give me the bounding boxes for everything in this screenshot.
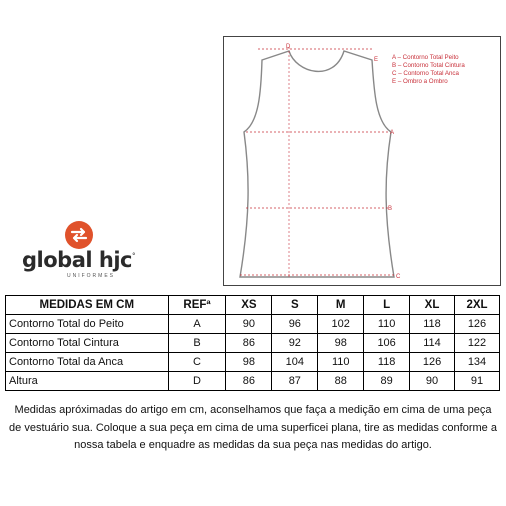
table-cell: 86 — [226, 372, 272, 391]
column-header: XS — [226, 296, 272, 315]
table-cell: 104 — [272, 353, 318, 372]
brand-name: global hjc° — [22, 248, 135, 272]
table-cell: B — [168, 334, 226, 353]
table-cell: 126 — [410, 353, 455, 372]
table-cell: Contorno Total Cintura — [6, 334, 169, 353]
table-cell: 98 — [318, 334, 364, 353]
table-cell: Contorno Total do Peito — [6, 315, 169, 334]
mark-a: A — [390, 130, 395, 136]
table-cell: Contorno Total da Anca — [6, 353, 169, 372]
table-row — [6, 315, 500, 334]
table-cell: 118 — [410, 315, 455, 334]
size-table — [5, 295, 500, 391]
table-cell: 114 — [410, 334, 455, 353]
table-cell: C — [168, 353, 226, 372]
table-cell: D — [168, 372, 226, 391]
column-header: M — [318, 296, 364, 315]
table-cell: 98 — [226, 353, 272, 372]
table-cell: 88 — [318, 372, 364, 391]
column-header: REFª — [168, 296, 226, 315]
table-cell: 118 — [364, 353, 410, 372]
brand-logo — [22, 218, 152, 280]
table-cell: 96 — [272, 315, 318, 334]
table-cell: 89 — [364, 372, 410, 391]
brand-subtitle: UNIFORMES — [67, 273, 115, 279]
table-header-row — [6, 296, 500, 315]
table-row — [6, 334, 500, 353]
table-cell: 122 — [454, 334, 499, 353]
table-cell: 86 — [226, 334, 272, 353]
mark-d: D — [286, 44, 291, 50]
mark-e: E — [374, 57, 379, 63]
column-header: XL — [410, 296, 455, 315]
table-row — [6, 372, 500, 391]
legend-item: C – Contorno Total Anca — [392, 70, 459, 77]
column-header: L — [364, 296, 410, 315]
table-cell: 134 — [454, 353, 499, 372]
column-header: 2XL — [454, 296, 499, 315]
legend-item: E – Ombro a Ombro — [392, 78, 448, 85]
table-cell: A — [168, 315, 226, 334]
table-cell: 87 — [272, 372, 318, 391]
table-cell: 90 — [226, 315, 272, 334]
table-cell: 110 — [364, 315, 410, 334]
legend-item: B – Contorno Total Cintura — [392, 62, 465, 69]
table-cell: 110 — [318, 353, 364, 372]
column-header: S — [272, 296, 318, 315]
table-row — [6, 353, 500, 372]
mark-b: B — [388, 206, 393, 212]
measurement-note: Medidas apróximadas do artigo em cm, aconselhamos que faça a medição em cima de uma peça de vestuário sua. Coloque a sua peça em cima de uma superficei plana, tire as medidas conforme a nossa tabela e enquadre as medidas da sua peça nas medidas do artigo. — [9, 404, 497, 451]
brand-logo-mark-icon — [64, 220, 94, 250]
column-header: MEDIDAS EM CM — [6, 296, 169, 315]
table-cell: 92 — [272, 334, 318, 353]
mark-c: C — [396, 274, 401, 280]
measurement-legend — [392, 54, 502, 86]
table-cell: Altura — [6, 372, 169, 391]
table-cell: 91 — [454, 372, 499, 391]
table-cell: 106 — [364, 334, 410, 353]
table-cell: 90 — [410, 372, 455, 391]
garment-diagram — [223, 36, 501, 286]
legend-item: A – Contorno Total Peito — [392, 54, 459, 61]
table-cell: 126 — [454, 315, 499, 334]
table-cell: 102 — [318, 315, 364, 334]
